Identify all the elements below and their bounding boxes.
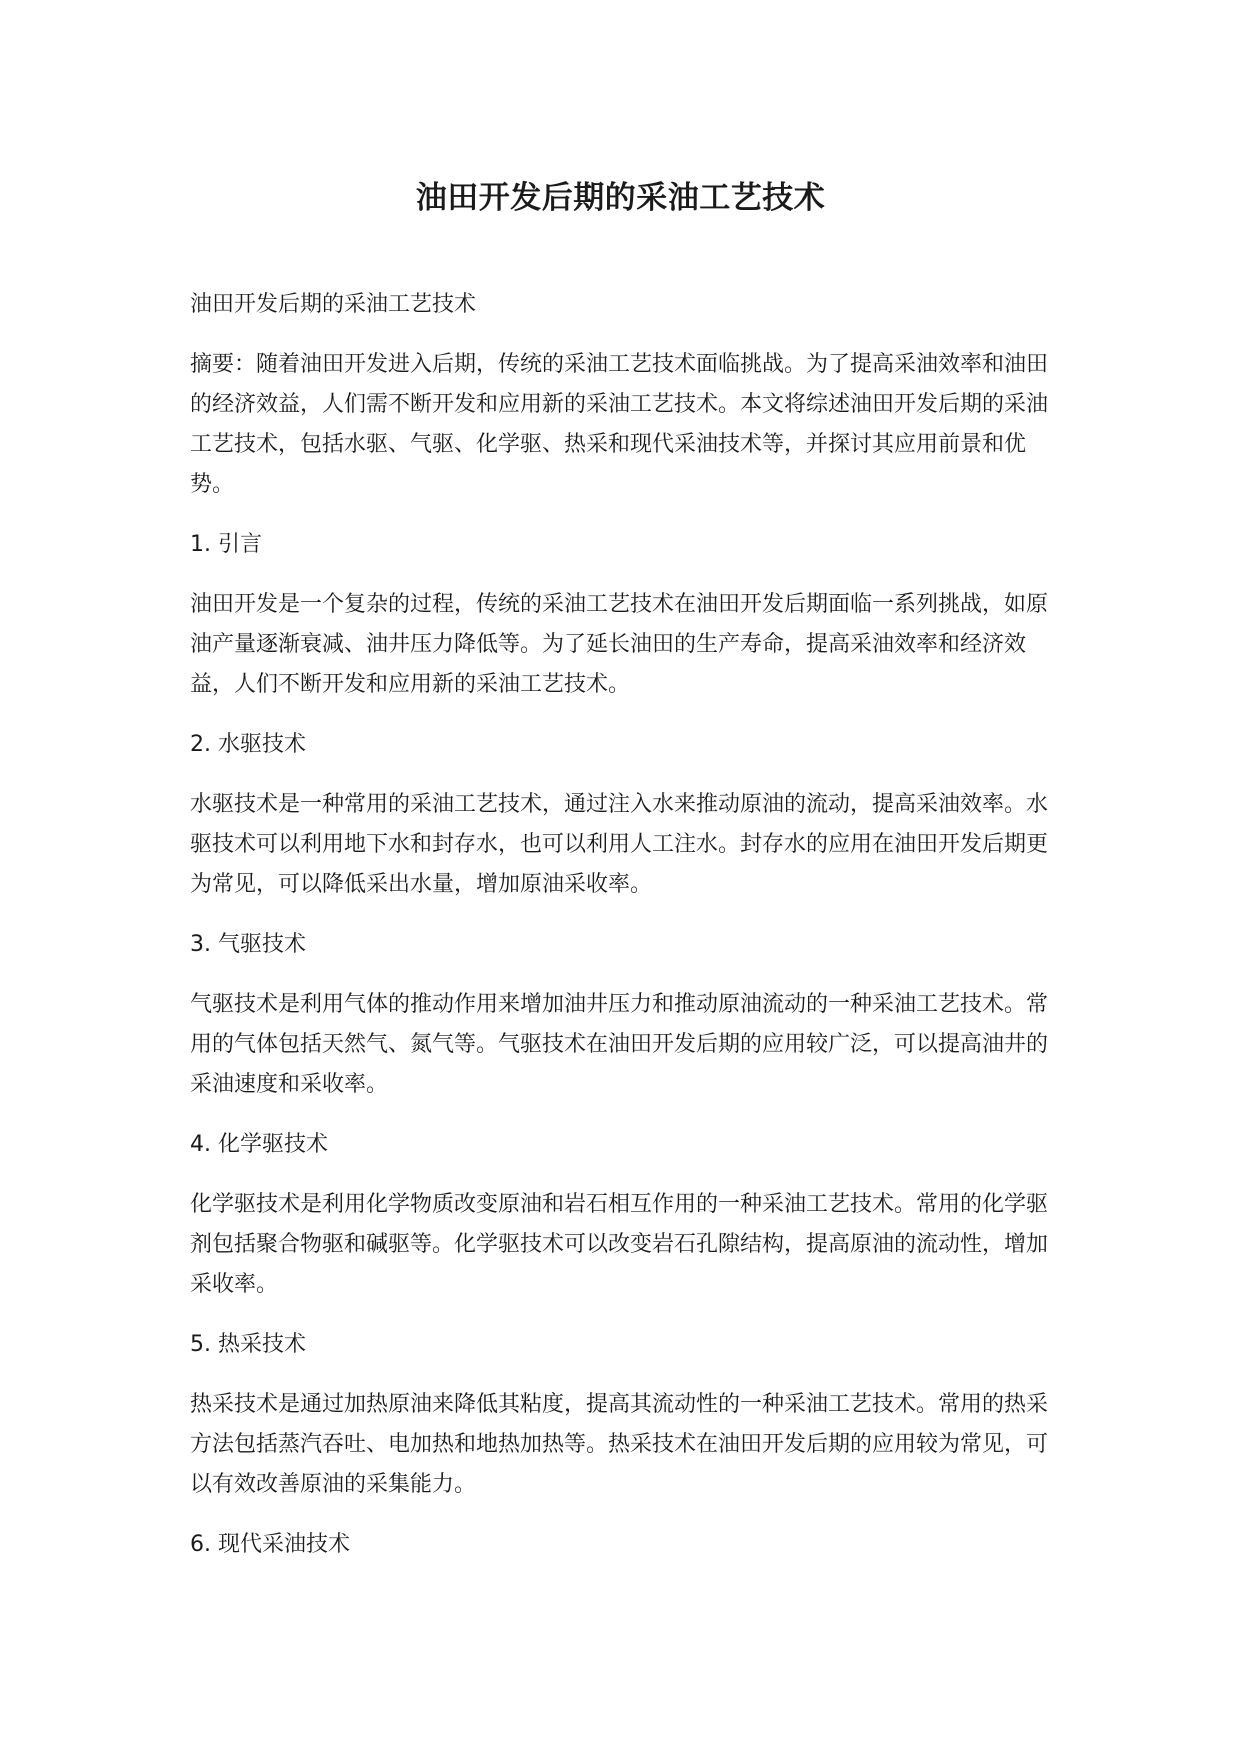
document-body [190, 285, 1050, 1585]
document-subtitle: 油田开发后期的采油工艺技术 [190, 292, 477, 317]
section-heading-chemical-drive: 4. 化学驱技术 [190, 1132, 328, 1157]
section-heading-introduction: 1. 引言 [190, 532, 262, 557]
section-body-water-drive: 水驱技术是一种常用的采油工艺技术，通过注入水来推动原油的流动，提高采油效率。水驱技术可以利用地下水和封存水，也可以利用人工注水。封存水的应用在油田开发后期更为常见，可以降低采出水量，增加原油采收率。 [190, 792, 1049, 897]
section-heading-gas-drive: 3. 气驱技术 [190, 932, 306, 957]
section-body-thermal-recovery: 热采技术是通过加热原油来降低其粘度，提高其流动性的一种采油工艺技术。常用的热采方法包括蒸汽吞吐、电加热和地热加热等。热采技术在油田开发后期的应用较为常见，可以有效改善原油的采集能力。 [190, 1392, 1049, 1497]
section-heading-water-drive: 2. 水驱技术 [190, 732, 306, 757]
document-title: 油田开发后期的采油工艺技术 [415, 180, 826, 216]
section-heading-modern-recovery: 6. 现代采油技术 [190, 1532, 350, 1557]
abstract-paragraph: 摘要：随着油田开发进入后期，传统的采油工艺技术面临挑战。为了提高采油效率和油田的经济效益，人们需不断开发和应用新的采油工艺技术。本文将综述油田开发后期的采油工艺技术，包括水驱、气驱、化学驱、热采和现代采油技术等，并探讨其应用前景和优势。 [190, 352, 1049, 497]
section-body-chemical-drive: 化学驱技术是利用化学物质改变原油和岩石相互作用的一种采油工艺技术。常用的化学驱剂包括聚合物驱和碱驱等。化学驱技术可以改变岩石孔隙结构，提高原油的流动性，增加采收率。 [190, 1192, 1049, 1297]
section-heading-thermal-recovery: 5. 热采技术 [190, 1332, 306, 1357]
section-body-gas-drive: 气驱技术是利用气体的推动作用来增加油井压力和推动原油流动的一种采油工艺技术。常用的气体包括天然气、氮气等。气驱技术在油田开发后期的应用较广泛，可以提高油井的采油速度和采收率。 [190, 992, 1049, 1097]
section-body-introduction: 油田开发是一个复杂的过程，传统的采油工艺技术在油田开发后期面临一系列挑战，如原油产量逐渐衰减、油井压力降低等。为了延长油田的生产寿命，提高采油效率和经济效益，人们不断开发和应用新的采油工艺技术。 [190, 592, 1049, 697]
